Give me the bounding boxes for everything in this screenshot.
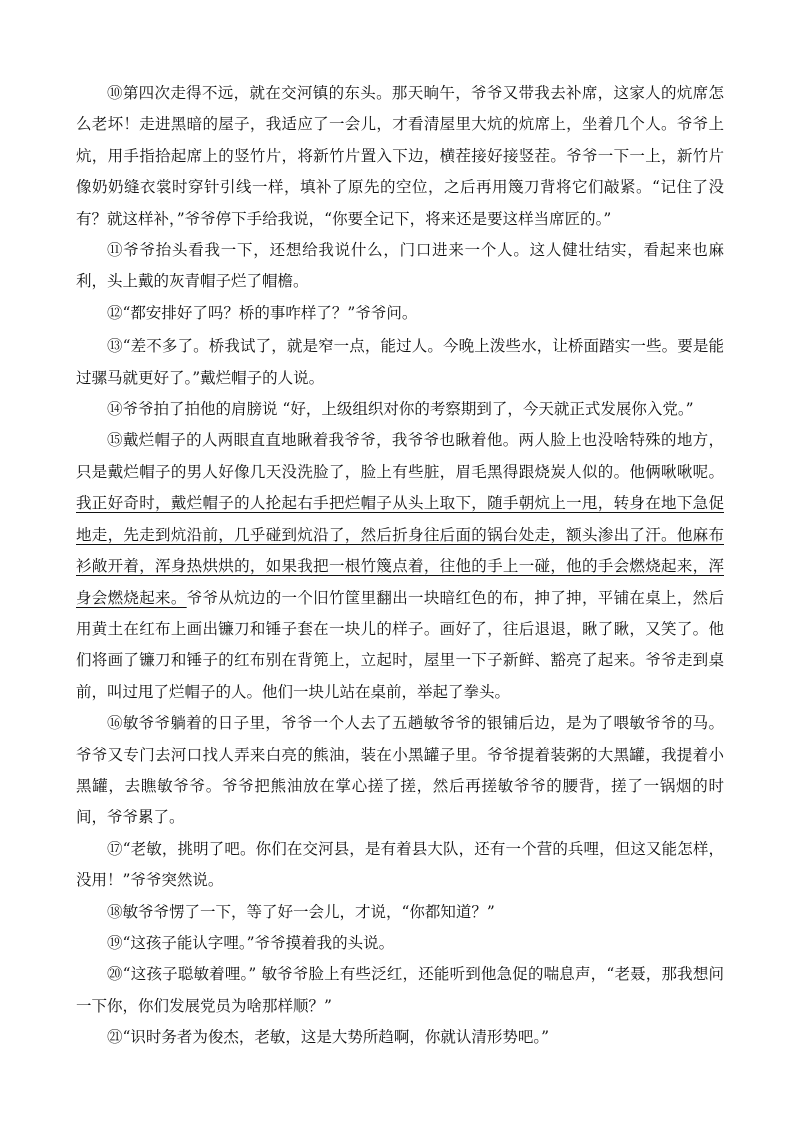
paragraph-11: ⑪爷爷抬头看我一下，还想给我说什么，门口进来一个人。这人健壮结实，看起来也麻利，头上戴的灰青帽子烂了帽檐。 bbox=[76, 241, 724, 291]
paragraph-20: ⑳“这孩子聪敏着哩。” 敏爷爷脸上有些泛红，还能听到他急促的喘息声，“老聂，那我想问一下你，你们发展党员为啥那样顺？” bbox=[76, 965, 724, 1015]
paragraph-18: ⑱敏爷爷愣了一下，等了好一会儿，才说，“你都知道？” bbox=[107, 902, 495, 921]
paragraph-15-tail: 爷爷从炕边的一个旧竹筐里翻出一块暗红色的布，抻了抻，平铺在桌上，然后用黄土在红布上画出镰刀和锤子套在一块儿的样子。画好了，往后退退，瞅了瞅，又笑了。他们将画了镰刀和锤子的红布别在背篼上，立起时，屋里一下子新鲜、豁亮了起来。爷爷走到桌前，叫过甩了烂帽子的人。他们一块儿站在桌前，举起了拳头。 bbox=[76, 588, 724, 701]
paragraph-13: ⑬“差不多了。桥我试了，就是窄一点，能过人。今晚上泼些水，让桥面踏实一些。要是能过骡马就更好了。”戴烂帽子的人说。 bbox=[76, 337, 724, 387]
paragraph-14: ⑭爷爷拍了拍他的肩膀说 “好，上级组织对你的考察期到了，今天就正式发展你入党。” bbox=[107, 400, 694, 419]
paragraph-15-lead: ⑮戴烂帽子的人两眼直直地瞅着我爷爷，我爷爷也瞅着他。两人脸上也没啥特殊的地方，只是戴烂帽子的男人好像几天没洗脸了，脸上有些脏，眉毛黑得跟烧炭人似的。他俩啾啾呢。 bbox=[76, 431, 724, 481]
paragraph-17: ⑰“老敏，挑明了吧。你们在交河县，是有着县大队，还有一个营的兵哩，但这又能怎样，没用！”爷爷突然说。 bbox=[76, 839, 724, 890]
document-page bbox=[76, 78, 724, 1054]
paragraph-21: ㉑“识时务者为俊杰，老敏，这是大势所趋啊，你就认清形势吧。” bbox=[107, 1028, 550, 1047]
paragraph-10: ⑩第四次走得不远，就在交河镇的东头。那天晌午，爷爷又带我去补席，这家人的炕席怎么老坏！走进黑暗的屋子，我适应了一会儿，才看清屋里大炕的炕席上，坐着几个人。爷爷上炕，用手指拾起席上的竖竹片，将新竹片置入下边，横茬接好接竖茬。爷爷一下一上，新竹片像奶奶缝衣裳时穿针引线一样，填补了原先的空位，之后再用篾刀背将它们敲紧。“记住了没有？就这样补，”爷爷停下手给我说，“你要全记下，将来还是要这样当席匠的。” bbox=[76, 84, 724, 228]
paragraph-15 bbox=[76, 425, 724, 708]
paragraph-16: ⑯敏爷爷躺着的日子里，爷爷一个人去了五趟敏爷爷的银铺后边，是为了喂敏爷爷的马。爷爷又专门去河口找人弄来白亮的熊油，装在小黑罐子里。爷爷提着装粥的大黑罐，我提着小黑罐，去瞧敏爷爷。爷爷把熊油放在掌心搓了搓，然后再搓敏爷爷的腰背，搓了一锅烟的时间，爷爷累了。 bbox=[76, 714, 724, 827]
paragraph-12: ⑫“都安排好了吗？桥的事咋样了？”爷爷问。 bbox=[107, 303, 418, 322]
paragraph-15-underlined-passage: 我正好奇时，戴烂帽子的人抡起右手把烂帽子从头上取下，随手朝炕上一甩，转身在地下急促地走，先走到炕沿前，几乎碰到炕沿了，然后折身往后面的锅台处走，额头渗出了汗。他麻布衫敞开着，浑身热烘烘的，如果我把一根竹篾点着，往他的手上一碰，他的手会燃烧起来，浑身会燃烧起来。 bbox=[76, 494, 724, 607]
paragraph-19: ⑲“这孩子能认字哩。”爷爷摸着我的头说。 bbox=[107, 933, 395, 952]
